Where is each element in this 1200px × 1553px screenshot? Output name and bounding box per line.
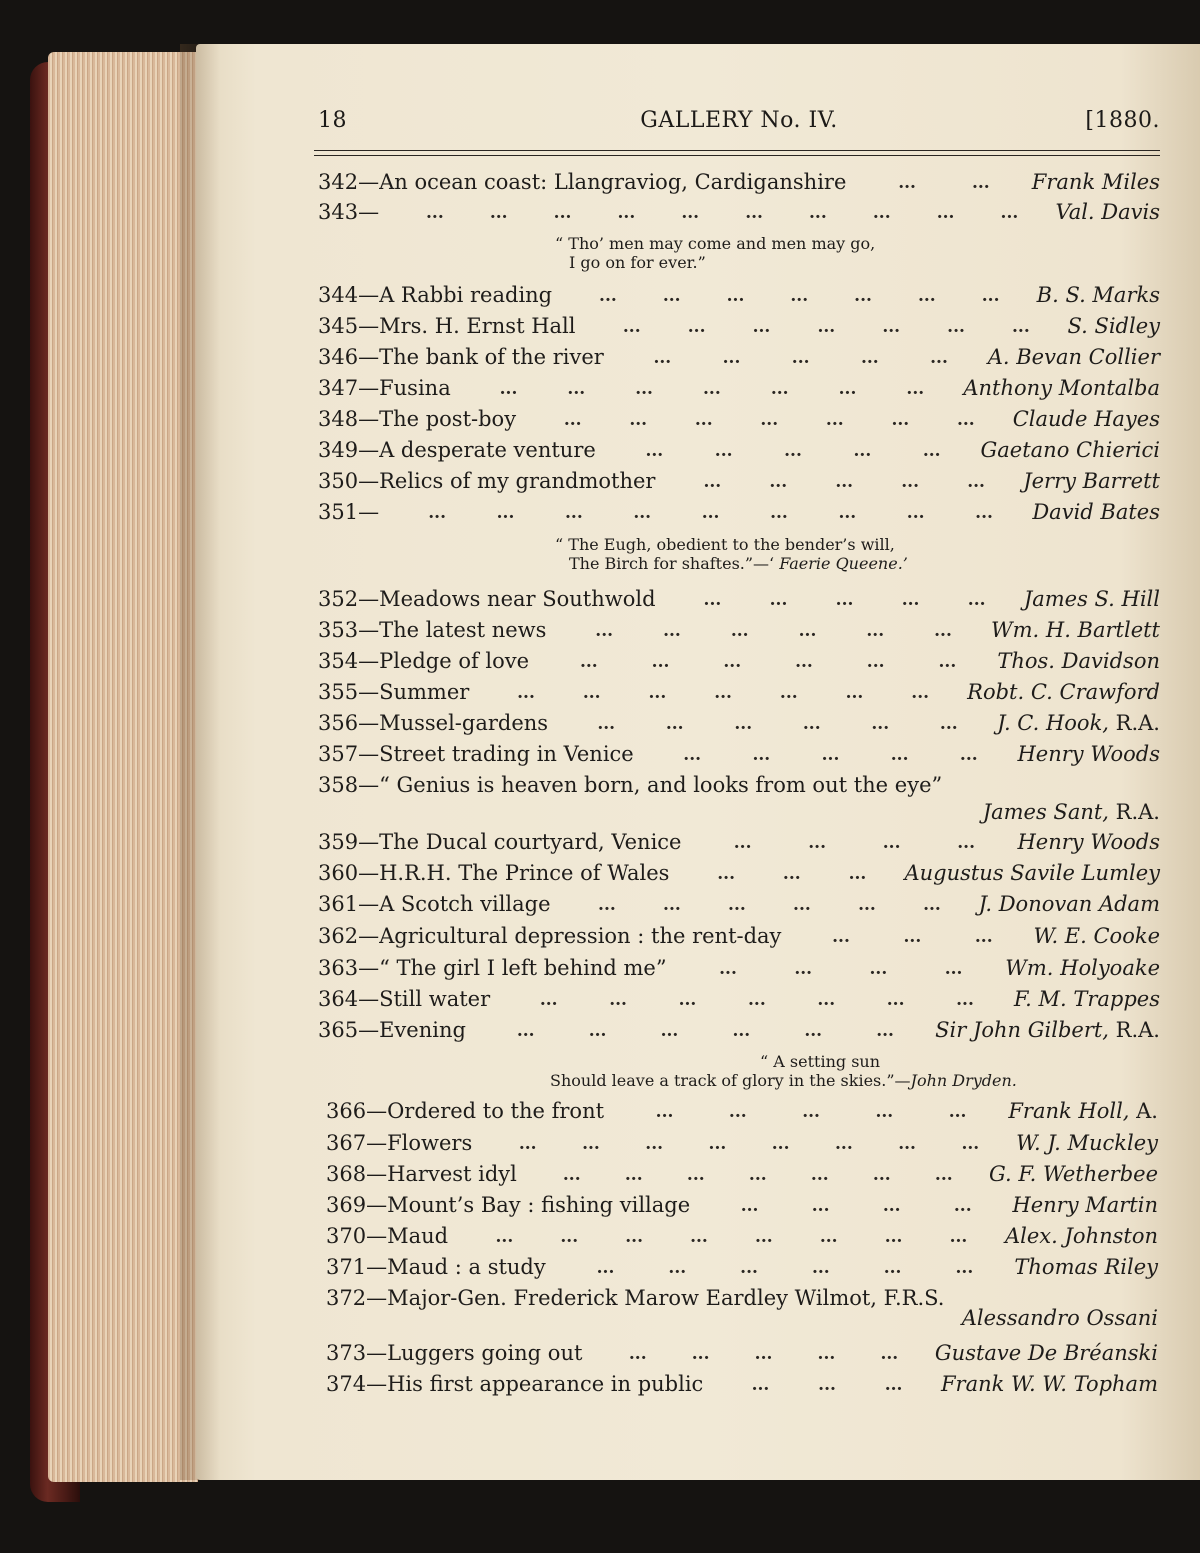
quote-365 xyxy=(550,1052,1017,1090)
leader-dots: ... ... ... ... ... ... ... ... ... xyxy=(428,503,993,523)
catalogue-entry xyxy=(318,407,1160,437)
entry-number-title: 347—Fusina xyxy=(318,376,451,400)
entry-artist: J. Donovan Adam xyxy=(978,892,1160,916)
catalogue-entry xyxy=(318,283,1160,313)
quote-source: John Dryden. xyxy=(910,1071,1017,1090)
quote-line: The Birch for shaftes.”—‘ xyxy=(569,554,780,573)
entry-artist: Wm. H. Bartlett xyxy=(991,618,1160,642)
entry-number-title: 364—Still water xyxy=(318,987,491,1011)
entry-artist: Jerry Barrett xyxy=(1023,469,1160,493)
entry-artist: Alex. Johnston xyxy=(1005,1224,1158,1248)
entry-number-title: 361—A Scotch village xyxy=(318,892,551,916)
entry-artist: W. J. Muckley xyxy=(1016,1131,1158,1155)
catalogue-entry xyxy=(326,1255,1158,1285)
entry-number-title: 366—Ordered to the front xyxy=(326,1099,605,1123)
entry-artist: F. M. Trappes xyxy=(1013,987,1160,1011)
entry-artist: Thomas Riley xyxy=(1014,1255,1158,1279)
entry-artist: Sir John Gilbert, R.A. xyxy=(935,1018,1160,1042)
entry-artist: Frank W. W. Topham xyxy=(940,1372,1158,1396)
entry-artist: David Bates xyxy=(1032,500,1160,524)
entry-artist: B. S. Marks xyxy=(1036,283,1160,307)
leader-dots: ... ... ... ... ... ... xyxy=(516,1021,894,1041)
entry-number-title: 363—“ The girl I left behind me” xyxy=(318,956,667,980)
gutter-shadow xyxy=(180,44,220,1480)
entry-artist: Claude Hayes xyxy=(1012,407,1160,431)
entry-number-title: 350—Relics of my grandmother xyxy=(318,469,656,493)
entry-artist: A. Bevan Collier xyxy=(987,345,1160,369)
entry-number-title: 368—Harvest idyl xyxy=(326,1162,517,1186)
entry-artist: Henry Martin xyxy=(1012,1193,1158,1217)
entry-artist: S. Sidley xyxy=(1067,314,1160,338)
entry-artist: Gustave De Bréanski xyxy=(934,1341,1158,1365)
catalogue-entry xyxy=(326,1099,1158,1129)
entry-artist: Wm. Holyoake xyxy=(1005,956,1160,980)
entry-artist: Anthony Montalba xyxy=(963,376,1160,400)
entry-number-title: 371—Maud : a study xyxy=(326,1255,546,1279)
quote-343 xyxy=(555,234,875,272)
leader-dots: ... ... ... ... ... ... ... ... xyxy=(518,1134,980,1154)
leader-dots: ... ... ... ... xyxy=(719,959,963,979)
catalogue-entry xyxy=(318,587,1160,617)
catalogue-entry xyxy=(326,1224,1158,1254)
catalogue-entry xyxy=(318,773,1160,803)
catalogue-entry xyxy=(318,469,1160,499)
catalogue-entry xyxy=(318,987,1160,1017)
leader-dots: ... ... ... ... xyxy=(740,1196,972,1216)
entry-artist: J. C. Hook, R.A. xyxy=(997,711,1160,735)
leader-dots: ... ... ... ... ... xyxy=(628,1344,899,1364)
entry-number-title: 345—Mrs. H. Ernst Hall xyxy=(318,314,576,338)
entry-number-title: 354—Pledge of love xyxy=(318,649,530,673)
page-title: GALLERY No. IV. xyxy=(640,108,838,133)
catalogue-entry xyxy=(318,345,1160,375)
page-header xyxy=(318,108,1160,142)
entry-number-title: 346—The bank of the river xyxy=(318,345,604,369)
catalogue-entry xyxy=(318,680,1160,710)
entry-number-title: 358—“ Genius is heaven born, and looks from out the eye” xyxy=(318,773,943,797)
entry-number-title: 359—The Ducal courtyard, Venice xyxy=(318,830,682,854)
leader-dots: ... ... ... ... ... ... ... xyxy=(599,286,1000,306)
quote-line: I go on for ever.” xyxy=(569,253,706,272)
entry-number-title: 367—Flowers xyxy=(326,1131,473,1155)
leader-dots: ... ... ... ... ... xyxy=(703,472,985,492)
catalogue-entry xyxy=(318,861,1160,891)
catalogue-entry xyxy=(326,1162,1158,1192)
artist-suffix: R.A. xyxy=(1108,800,1160,824)
catalogue-entry xyxy=(326,1193,1158,1223)
entry-number-title: 344—A Rabbi reading xyxy=(318,283,553,307)
leader-dots: ... ... ... ... ... ... xyxy=(579,652,957,672)
leader-dots: ... ... ... ... ... ... ... xyxy=(517,683,930,703)
catalogue-entry xyxy=(326,1372,1158,1402)
year-label: [1880. xyxy=(1085,108,1160,133)
artist-358 xyxy=(983,800,1160,824)
leader-dots: ... ... ... ... ... ... xyxy=(595,621,952,641)
entry-artist: Henry Woods xyxy=(1017,742,1160,766)
leader-dots: ... ... ... ... ... ... ... ... xyxy=(495,1227,968,1247)
entry-number-title: 352—Meadows near Southwold xyxy=(318,587,656,611)
entry-number-title: 370—Maud xyxy=(326,1224,449,1248)
catalogue-entry xyxy=(318,376,1160,406)
catalogue-entry xyxy=(318,742,1160,772)
entry-number-title: 351— xyxy=(318,500,380,524)
entry-artist: Val. Davis xyxy=(1055,200,1160,224)
entry-artist: James S. Hill xyxy=(1023,587,1160,611)
artist-372 xyxy=(962,1306,1158,1330)
quote-line: “ A setting sun xyxy=(760,1052,881,1071)
catalogue-entry xyxy=(318,830,1160,860)
header-rule-bottom xyxy=(314,155,1160,156)
entry-number-title: 365—Evening xyxy=(318,1018,466,1042)
leader-dots: ... ... ... ... ... xyxy=(655,1102,967,1122)
entry-artist: Thos. Davidson xyxy=(997,649,1160,673)
catalogue-entry xyxy=(318,314,1160,344)
catalogue-entry xyxy=(318,438,1160,468)
leader-dots: ... ... ... ... ... xyxy=(645,441,941,461)
entry-artist: Gaetano Chierici xyxy=(980,438,1160,462)
entry-number-title: 353—The latest news xyxy=(318,618,547,642)
entry-number-title: 342—An ocean coast: Llangraviog, Cardiganshire xyxy=(318,170,847,194)
entry-artist: Henry Woods xyxy=(1017,830,1160,854)
entry-number-title: 372—Major-Gen. Frederick Marow Eardley Wilmot, F.R.S. xyxy=(326,1286,945,1310)
entry-number-title: 373—Luggers going out xyxy=(326,1341,583,1365)
quote-source: Faerie Queene.’ xyxy=(779,554,908,573)
entry-number-title: 362—Agricultural depression : the rent-day xyxy=(318,924,782,948)
entry-number-title: 369—Mount’s Bay : fishing village xyxy=(326,1193,691,1217)
header-rule-top xyxy=(314,150,1160,151)
leader-dots: ... ... ... xyxy=(717,864,867,884)
leader-dots: ... ... ... ... ... ... ... xyxy=(622,317,1030,337)
catalogue-entry xyxy=(318,711,1160,741)
entry-artist: Frank Holl, A. xyxy=(1008,1099,1158,1123)
entry-artist: Augustus Savile Lumley xyxy=(904,861,1160,885)
quote-line: “ Tho’ men may come and men may go, xyxy=(555,234,876,253)
catalogue-entry xyxy=(318,618,1160,648)
catalogue-entry xyxy=(318,1018,1160,1048)
leader-dots: ... ... ... xyxy=(751,1375,903,1395)
leader-dots: ... ... ... ... ... ... ... xyxy=(499,379,925,399)
quote-line: Should leave a track of glory in the skies.”— xyxy=(550,1071,911,1090)
quote-line: “ The Eugh, obedient to the bender’s will, xyxy=(555,535,895,554)
entry-artist: Robt. C. Crawford xyxy=(967,680,1160,704)
leader-dots: ... ... ... xyxy=(832,927,993,947)
entry-number-title: 374—His first appearance in public xyxy=(326,1372,704,1396)
catalogue-entry xyxy=(318,200,1160,230)
leader-dots: ... ... ... ... ... ... ... ... ... ... xyxy=(426,203,1019,223)
leader-dots: ... ... ... ... ... ... xyxy=(596,1258,974,1278)
leader-dots: ... ... ... ... ... xyxy=(653,348,948,368)
entry-artist: W. E. Cooke xyxy=(1033,924,1160,948)
leader-dots: ... ... xyxy=(898,173,990,193)
leader-dots: ... ... ... ... ... ... xyxy=(598,895,941,915)
leader-dots: ... ... ... ... ... ... ... xyxy=(539,990,974,1010)
entry-number-title: 343— xyxy=(318,200,380,224)
entry-number-title: 355—Summer xyxy=(318,680,470,704)
entry-number-title: 356—Mussel-gardens xyxy=(318,711,549,735)
catalogue-entry xyxy=(318,924,1160,954)
leader-dots: ... ... ... ... ... xyxy=(703,590,986,610)
leader-dots: ... ... ... ... xyxy=(733,833,975,853)
entry-artist: Frank Miles xyxy=(1031,170,1160,194)
page-stack-edge xyxy=(48,52,198,1482)
catalogue-entry xyxy=(326,1341,1158,1371)
entry-number-title: 357—Street trading in Venice xyxy=(318,742,634,766)
catalogue-entry xyxy=(318,892,1160,922)
artist-name: James Sant, xyxy=(982,800,1109,824)
catalogue-entry xyxy=(318,170,1160,200)
artist-name: Alessandro Ossani xyxy=(961,1306,1158,1330)
leader-dots: ... ... ... ... ... ... ... xyxy=(563,410,975,430)
quote-351 xyxy=(555,535,908,573)
leader-dots: ... ... ... ... ... ... ... xyxy=(562,1165,953,1185)
entry-number-title: 349—A desperate venture xyxy=(318,438,596,462)
catalogue-entry xyxy=(326,1131,1158,1161)
catalogue-entry xyxy=(318,500,1160,530)
catalogue-entry xyxy=(318,956,1160,986)
leader-dots: ... ... ... ... ... ... xyxy=(597,714,958,734)
entry-number-title: 348—The post-boy xyxy=(318,407,517,431)
entry-artist: G. F. Wetherbee xyxy=(988,1162,1158,1186)
leader-dots: ... ... ... ... ... xyxy=(683,745,978,765)
entry-number-title: 360—H.R.H. The Prince of Wales xyxy=(318,861,670,885)
page-number: 18 xyxy=(318,108,347,133)
catalogue-entry xyxy=(318,649,1160,679)
